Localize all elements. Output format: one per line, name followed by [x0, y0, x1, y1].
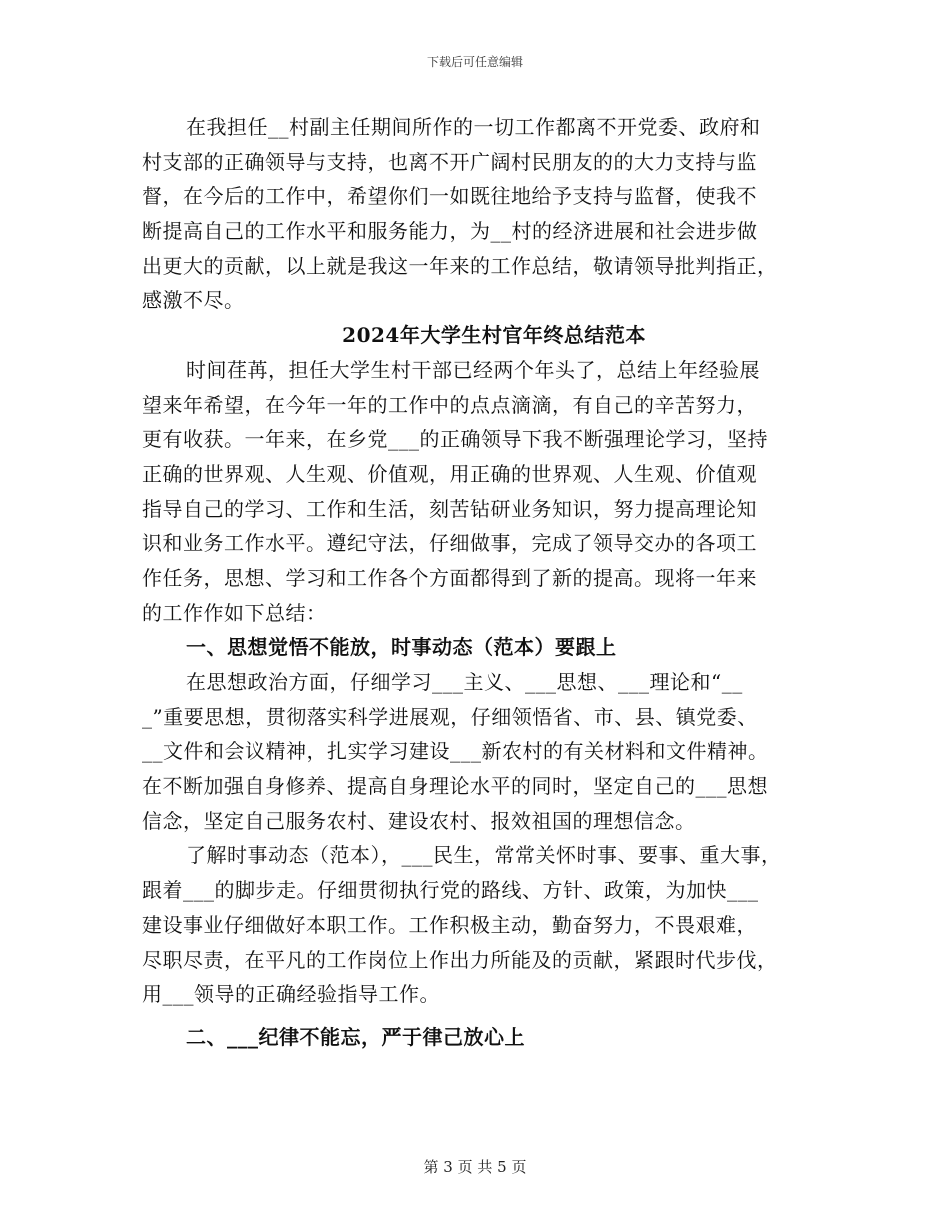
paragraph-line: _”重要思想，贯彻落实科学进展观，仔细领悟省、市、县、镇党委、 — [142, 704, 758, 729]
paragraph-line: 在思想政治方面，仔细学习___主义、___思想、___理论和“__ — [186, 670, 743, 694]
section-heading: 二、___纪律不能忘，严于律己放心上 — [186, 1024, 525, 1049]
paragraph-line: 在我担任__村副主任期间所作的一切工作都离不开党委、政府和 — [186, 115, 761, 139]
paragraph-line: 在不断加强自身修养、提高自身理论水平的同时，坚定自己的___思想 — [142, 774, 768, 799]
paragraph-line: 督，在今后的工作中，希望你们一如既往地给予支持与监督，使我不 — [142, 184, 757, 209]
paragraph-line: 正确的世界观、人生观、价值观，用正确的世界观、人生观、价值观 — [142, 461, 757, 486]
paragraph-line: 识和业务工作水平。遵纪守法，仔细做事，完成了领导交办的各项工 — [142, 531, 757, 556]
paragraph-line: 跟着___的脚步走。仔细贯彻执行党的路线、方针、政策，为加快___ — [142, 878, 759, 903]
paragraph-line: 望来年希望，在今年一年的工作中的点点滴滴，有自己的辛苦努力， — [142, 392, 757, 417]
paragraph-line: 时间荏苒，担任大学生村干部已经两个年头了，总结上年经验展 — [186, 357, 760, 382]
section-heading: 一、思想觉悟不能放，时事动态（范本）要跟上 — [186, 635, 617, 660]
page-footer: 第 3 页 共 5 页 — [423, 1158, 527, 1176]
document-body — [142, 110, 822, 1055]
paragraph-line: 作任务，思想、学习和工作各个方面都得到了新的提高。现将一年来 — [142, 565, 757, 590]
paragraph-line: 了解时事动态（范本），___民生，常常关怀时事、要事、重大事， — [186, 843, 782, 868]
paragraph-line: 更有收获。一年来，在乡党___的正确领导下我不断强理论学习，坚持 — [142, 427, 768, 452]
paragraph-line: 指导自己的学习、工作和生活，刻苦钻研业务知识，努力提高理论知 — [142, 496, 757, 521]
paragraph-line: 出更大的贡献，以上就是我这一年来的工作总结，敬请领导批判指正， — [142, 253, 778, 278]
spacer — [142, 1012, 822, 1020]
document-title: 2024年大学生村官年终总结范本 — [342, 323, 646, 348]
paragraph-line: 村支部的正确领导与支持，也离不开广阔村民朋友的的大力支持与监 — [142, 149, 757, 174]
paragraph-line: __文件和会议精神，扎实学习建设___新农村的有关材料和文件精神。 — [142, 739, 769, 764]
paragraph-line: 的工作作如下总结： — [142, 600, 327, 625]
paragraph-line: 感激不尽。 — [142, 288, 245, 313]
paragraph-line: 建设事业仔细做好本职工作。工作积极主动，勤奋努力，不畏艰难， — [142, 912, 757, 937]
paragraph-line: 断提高自己的工作水平和服务能力，为__村的经济进展和社会进步做 — [142, 219, 758, 244]
paragraph-line: 尽职尽责，在平凡的工作岗位上作出力所能及的贡献，紧跟时代步伐， — [142, 947, 778, 972]
page-header: 下载后可任意编辑 — [426, 55, 523, 69]
paragraph-line: 信念，坚定自己服务农村、建设农村、报效祖国的理想信念。 — [142, 808, 696, 833]
paragraph-line: 用___领导的正确经验指导工作。 — [142, 982, 440, 1007]
